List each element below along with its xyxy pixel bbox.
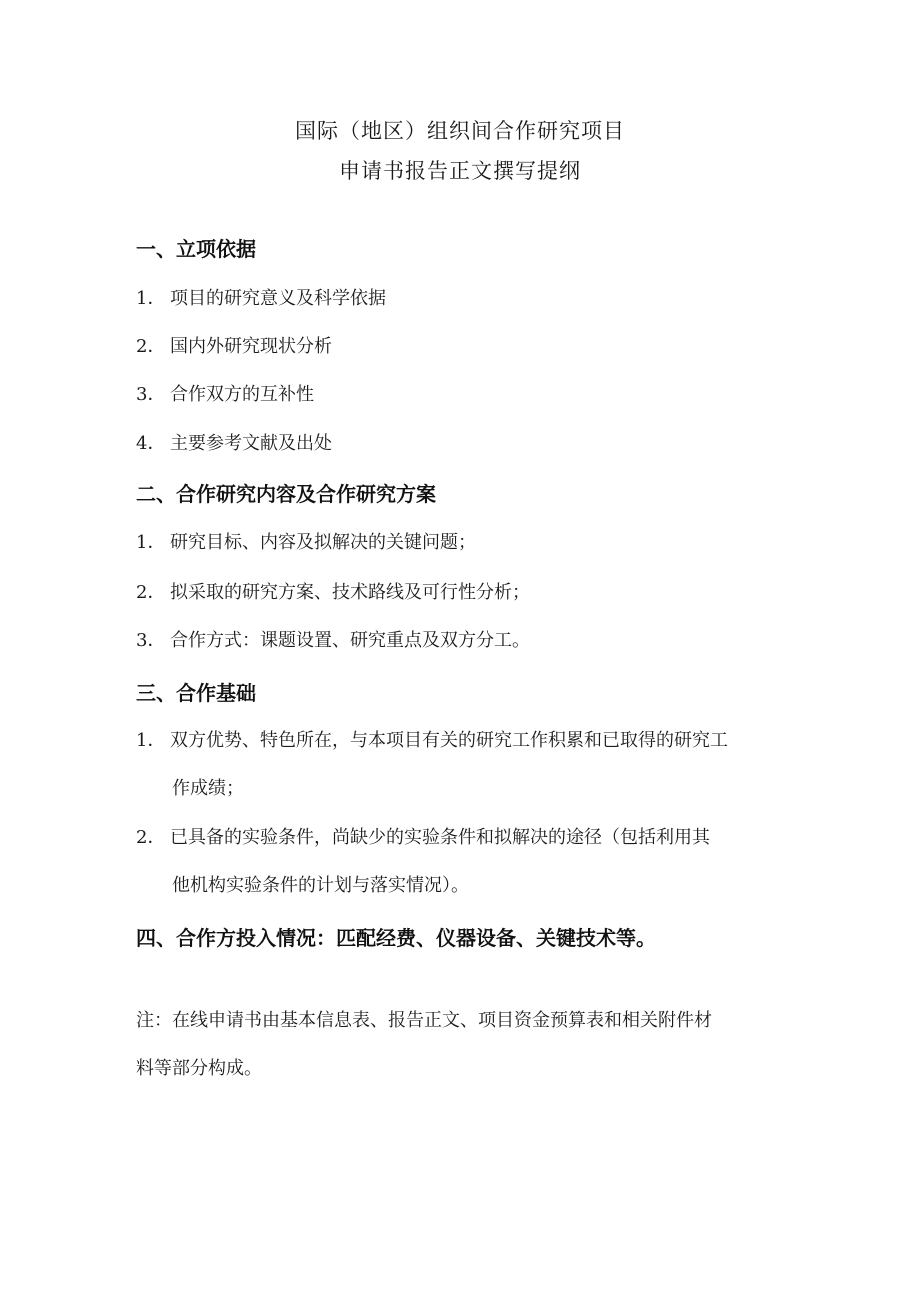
item-text: 研究目标、内容及拟解决的关键问题； (170, 532, 476, 553)
list-item (136, 823, 796, 849)
document-title-line2: 申请书报告正文撰写提纲 (339, 159, 581, 183)
item-text: 合作方式：课题设置、研究重点及双方分工。 (170, 630, 530, 651)
item-continuation: 他机构实验条件的计划与落实情况）。 (172, 875, 469, 896)
list-item (136, 380, 796, 406)
item-text: 双方优势、特色所在，与本项目有关的研究工作积累和已取得的研究工 (170, 730, 728, 751)
section-heading-3: 三、合作基础 (136, 681, 256, 705)
note-line1: 注：在线申请书由基本信息表、报告正文、项目资金预算表和相关附件材 (136, 1010, 712, 1031)
note-line2: 料等部分构成。 (136, 1058, 262, 1079)
list-item (136, 429, 796, 455)
section-heading-2: 二、合作研究内容及合作研究方案 (136, 482, 436, 506)
item-number: 1． (136, 288, 166, 309)
item-number: 1． (136, 532, 166, 553)
item-number: 4． (136, 433, 166, 454)
list-item (136, 284, 796, 310)
item-text: 已具备的实验条件，尚缺少的实验条件和拟解决的途径（包括利用其 (170, 827, 710, 848)
item-text: 拟采取的研究方案、技术路线及可行性分析； (170, 582, 530, 603)
item-text: 主要参考文献及出处 (170, 433, 332, 454)
item-continuation: 作成绩； (172, 778, 244, 799)
item-text: 项目的研究意义及科学依据 (170, 288, 386, 309)
item-text: 合作双方的互补性 (170, 384, 314, 405)
list-item (136, 332, 796, 358)
list-item (136, 578, 796, 604)
section-heading-4: 四、合作方投入情况：匹配经费、仪器设备、关键技术等。 (136, 926, 656, 950)
item-number: 1． (136, 730, 166, 751)
item-number: 3． (136, 384, 166, 405)
item-number: 2． (136, 827, 166, 848)
item-number: 2． (136, 336, 166, 357)
list-item (136, 626, 796, 652)
list-item (136, 528, 796, 554)
list-item (136, 726, 796, 752)
item-text: 国内外研究现状分析 (170, 336, 332, 357)
document-title-line1: 国际（地区）组织间合作研究项目 (295, 119, 625, 143)
item-number: 2． (136, 582, 166, 603)
item-number: 3． (136, 630, 166, 651)
section-heading-1: 一、立项依据 (136, 237, 256, 261)
